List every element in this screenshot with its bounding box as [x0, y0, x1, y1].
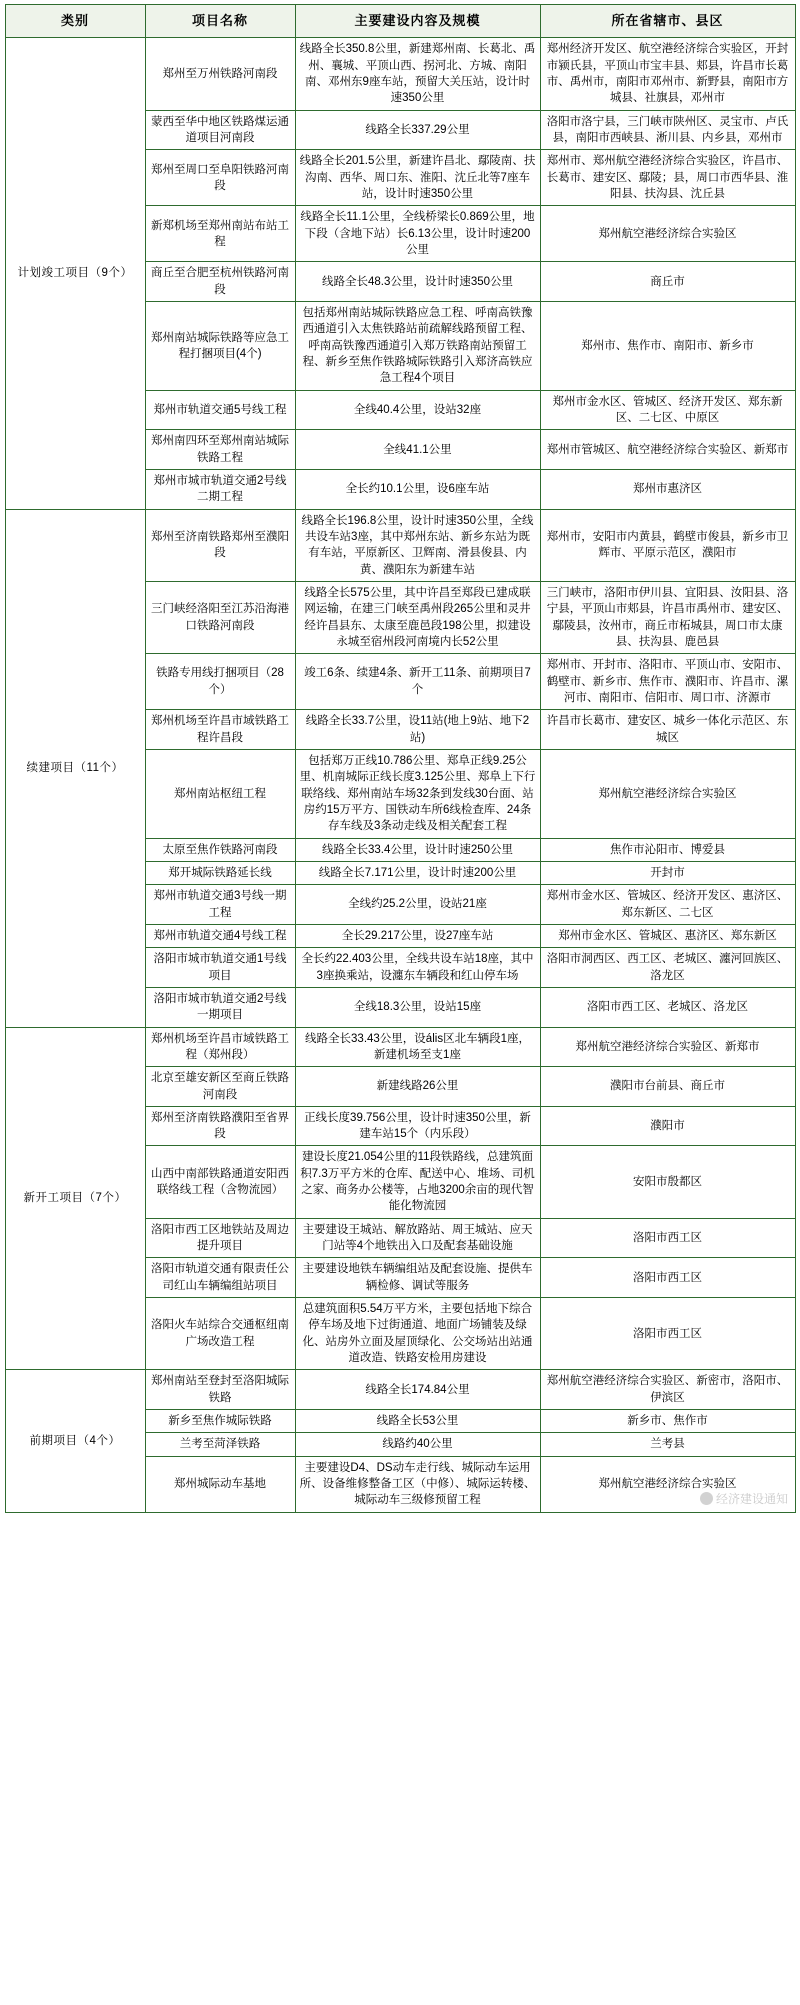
- project-region-cell: 洛阳市西工区: [540, 1298, 795, 1370]
- project-content-cell: 正线长度39.756公里，设计时速350公里，新建车站15个（内乐段）: [295, 1106, 540, 1146]
- project-content-cell: 线路全长33.43公里，设ális区北车辆段1座，新建机场至支1座: [295, 1027, 540, 1067]
- project-content-cell: 线路全长201.5公里，新建许昌北、鄢陵南、扶沟南、西华、周口东、淮阳、沈丘北等7座车站，设计时速350公里: [295, 150, 540, 206]
- project-name-cell: 洛阳市城市轨道交通1号线项目: [145, 948, 295, 988]
- table-row: [5, 38, 795, 110]
- rail-project-plan-table: [5, 4, 796, 1513]
- project-region-cell: 洛阳市洞西区、西工区、老城区、瀍河回族区、洛龙区: [540, 948, 795, 988]
- project-region-cell: 郑州市、开封市、洛阳市、平顶山市、安阳市、鹤壁市、新乡市、焦作市、濮阳市、许昌市、漯河市、南阳市、信阳市、周口市、济源市: [540, 654, 795, 710]
- project-content-cell: 主要建设地铁车辆编组站及配套设施、提供车辆检修、调试等服务: [295, 1258, 540, 1298]
- project-region-cell: 洛阳市西工区: [540, 1218, 795, 1258]
- project-region-cell: 郑州航空港经济综合实验区、新郑市: [540, 1027, 795, 1067]
- project-name-cell: 郑州至周口至阜阳铁路河南段: [145, 150, 295, 206]
- table-row: [5, 509, 795, 581]
- project-name-cell: 铁路专用线打捆项目（28个）: [145, 654, 295, 710]
- project-region-cell: 郑州市、焦作市、南阳市、新乡市: [540, 302, 795, 391]
- category-cell: 续建项目（11个）: [5, 509, 145, 1027]
- project-name-cell: 郑开城际铁路延长线: [145, 861, 295, 884]
- project-name-cell: 郑州市轨道交通4号线工程: [145, 924, 295, 947]
- project-content-cell: 全线40.4公里，设站32座: [295, 390, 540, 430]
- project-region-cell: 郑州航空港经济综合实验区: [540, 206, 795, 262]
- project-region-cell: 郑州市、郑州航空港经济综合实验区，许昌市、长葛市、建安区、鄢陵；县，周口市西华县、淮阳县、扶沟县、沈丘县: [540, 150, 795, 206]
- project-content-cell: 线路全长350.8公里，新建郑州南、长葛北、禹州、襄城、平顶山西、拐河北、方城、南阳南、邓州东9座车站，预留大关压站，设计时速350公里: [295, 38, 540, 110]
- table-header-row: [5, 5, 795, 38]
- project-region-cell: 郑州市管城区、航空港经济综合实验区、新郑市: [540, 430, 795, 470]
- project-name-cell: 郑州南站城际铁路等应急工程打捆项目(4个): [145, 302, 295, 391]
- column-header-category: 类别: [5, 5, 145, 38]
- project-name-cell: 郑州市轨道交通3号线一期工程: [145, 885, 295, 925]
- project-name-cell: 商丘至合肥至杭州铁路河南段: [145, 262, 295, 302]
- project-content-cell: 全线约25.2公里，设站21座: [295, 885, 540, 925]
- project-name-cell: 郑州南站至登封至洛阳城际铁路: [145, 1370, 295, 1410]
- project-content-cell: 线路约40公里: [295, 1433, 540, 1456]
- project-name-cell: 郑州南站枢纽工程: [145, 749, 295, 838]
- project-content-cell: 线路全长575公里，其中许昌至郑段已建成联网运输，在建三门峡至禹州段265公里和灵井经许昌县东、太康至鹿邑段198公里，拟建设永城至宿州段河南境内长52公里: [295, 581, 540, 653]
- column-header-content: 主要建设内容及规模: [295, 5, 540, 38]
- project-name-cell: 郑州至万州铁路河南段: [145, 38, 295, 110]
- project-region-cell: 郑州市金水区、管城区、惠济区、郑东新区: [540, 924, 795, 947]
- project-name-cell: 洛阳市城市轨道交通2号线一期项目: [145, 987, 295, 1027]
- project-region-cell: 安阳市殷都区: [540, 1146, 795, 1218]
- project-region-cell: 兰考县: [540, 1433, 795, 1456]
- project-region-cell: 洛阳市洛宁县，三门峡市陕州区、灵宝市、卢氏县，南阳市西峡县、淅川县、内乡县，邓州市: [540, 110, 795, 150]
- project-name-cell: 三门峡经洛阳至江苏沿海港口铁路河南段: [145, 581, 295, 653]
- project-region-cell: 郑州经济开发区、航空港经济综合实验区，开封市颍氏县，平顶山市宝丰县、郏县，许昌市长葛市、禹州市，南阳市邓州市、新野县，南阳市方城县、社旗县，邓州市: [540, 38, 795, 110]
- table-header: [5, 5, 795, 38]
- project-name-cell: 山西中南部铁路通道安阳西联络线工程（含物流园）: [145, 1146, 295, 1218]
- project-content-cell: 全长约22.403公里，全线共设车站18座，其中3座换乘站，设瀍东车辆段和红山停车场: [295, 948, 540, 988]
- column-header-region: 所在省辖市、县区: [540, 5, 795, 38]
- project-region-cell: 许昌市长葛市、建安区、城乡一体化示范区、东城区: [540, 710, 795, 750]
- project-content-cell: 线路全长7.171公里，设计时速200公里: [295, 861, 540, 884]
- table-row: [5, 1370, 795, 1410]
- project-name-cell: 北京至雄安新区至商丘铁路河南段: [145, 1067, 295, 1107]
- project-content-cell: 线路全长53公里: [295, 1410, 540, 1433]
- project-name-cell: 洛阳市西工区地铁站及周边提升项目: [145, 1218, 295, 1258]
- category-cell: 计划竣工项目（9个）: [5, 38, 145, 509]
- project-name-cell: 新郑机场至郑州南站布站工程: [145, 206, 295, 262]
- project-region-cell: 商丘市: [540, 262, 795, 302]
- project-name-cell: 蒙西至华中地区铁路煤运通道项目河南段: [145, 110, 295, 150]
- project-region-cell: 濮阳市: [540, 1106, 795, 1146]
- project-content-cell: 线路全长174.84公里: [295, 1370, 540, 1410]
- project-name-cell: 郑州市城市轨道交通2号线二期工程: [145, 470, 295, 510]
- project-content-cell: 建设长度21.054公里的11段铁路线，总建筑面积7.3万平方米的仓库、配送中心、堆场、司机之家、商务办公楼等，占地3200余亩的现代智能化物流园: [295, 1146, 540, 1218]
- watermark-label: 经济建设通知: [715, 1491, 788, 1506]
- table-body: [5, 38, 795, 1512]
- project-region-cell: 郑州航空港经济综合实验区: [540, 749, 795, 838]
- project-content-cell: 竣工6条、续建4条、新开工11条、前期项目7个: [295, 654, 540, 710]
- project-content-cell: 新建线路26公里: [295, 1067, 540, 1107]
- project-content-cell: 线路全长33.7公里，设11站(地上9站、地下2站): [295, 710, 540, 750]
- project-name-cell: 兰考至菏泽铁路: [145, 1433, 295, 1456]
- project-name-cell: 郑州至济南铁路濮阳至省界段: [145, 1106, 295, 1146]
- project-region-cell: 洛阳市西工区: [540, 1258, 795, 1298]
- project-content-cell: 线路全长337.29公里: [295, 110, 540, 150]
- project-region-cell: 开封市: [540, 861, 795, 884]
- project-name-cell: 新乡至焦作城际铁路: [145, 1410, 295, 1433]
- column-header-project-name: 项目名称: [145, 5, 295, 38]
- project-name-cell: 郑州至济南铁路郑州至濮阳段: [145, 509, 295, 581]
- project-name-cell: 太原至焦作铁路河南段: [145, 838, 295, 861]
- project-region-cell: 三门峡市，洛阳市伊川县、宜阳县、汝阳县、洛宁县，平顶山市郏县，许昌市禹州市、建安区、鄢陵县，汝州市，商丘市柘城县，周口市太康县、扶沟县、鹿邑县: [540, 581, 795, 653]
- project-region-cell: 郑州航空港经济综合实验区、新密市，洛阳市、伊滨区: [540, 1370, 795, 1410]
- project-name-cell: 郑州机场至许昌市域铁路工程许昌段: [145, 710, 295, 750]
- project-content-cell: 包括郑万正线10.786公里、郑阜正线9.25公里、机南城际正线长度3.125公里、郑阜上下行联络线、郑州南站车场32条到发线30台面、站房约15万平方、国铁动车所6线检查库、24条存车线及3条动走线及相关配套工程: [295, 749, 540, 838]
- project-content-cell: 总建筑面积5.54万平方米，主要包括地下综合停车场及地下过街通道、地面广场铺装及绿化、站房外立面及屋顶绿化、公交场站出站通道改造、铁路安检用房建设: [295, 1298, 540, 1370]
- project-content-cell: 线路全长11.1公里，全线桥梁长0.869公里，地下段（含地下站）长6.13公里，设计时速200公里: [295, 206, 540, 262]
- project-content-cell: 全长29.217公里，设27座车站: [295, 924, 540, 947]
- project-content-cell: 全线18.3公里，设站15座: [295, 987, 540, 1027]
- project-region-cell: 郑州市金水区、管城区、经济开发区、郑东新区、二七区、中原区: [540, 390, 795, 430]
- project-content-cell: 主要建设王城站、解放路站、周王城站、应天门站等4个地铁出入口及配套基础设施: [295, 1218, 540, 1258]
- project-name-cell: 郑州机场至许昌市域铁路工程（郑州段）: [145, 1027, 295, 1067]
- project-content-cell: 包括郑州南站城际铁路应急工程、呼南高铁豫西通道引入太焦铁路站前疏解线路预留工程、呼南高铁豫西通道引入郑万铁路南站预留工程、新乡至焦作铁路城际铁路引入郑济高铁应急工程4个项目: [295, 302, 540, 391]
- project-region-cell: 郑州市，安阳市内黄县，鹤壁市俊县，新乡市卫辉市、平原示范区，濮阳市: [540, 509, 795, 581]
- project-name-cell: 郑州市轨道交通5号线工程: [145, 390, 295, 430]
- project-region-cell: 洛阳市西工区、老城区、洛龙区: [540, 987, 795, 1027]
- project-region-cell: 新乡市、焦作市: [540, 1410, 795, 1433]
- project-content-cell: 全线41.1公里: [295, 430, 540, 470]
- project-content-cell: 线路全长196.8公里，设计时速350公里，全线共设车站3座，其中郑州东站、新乡东站为既有车站，平原新区、卫辉南、滑县俊县、内黄、濮阳东为新建车站: [295, 509, 540, 581]
- project-name-cell: 郑州城际动车基地: [145, 1456, 295, 1512]
- category-cell: 前期项目（4个）: [5, 1370, 145, 1512]
- project-name-cell: 洛阳火车站综合交通枢纽南广场改造工程: [145, 1298, 295, 1370]
- table-row: [5, 1027, 795, 1067]
- project-region-cell: 郑州市惠济区: [540, 470, 795, 510]
- category-cell: 新开工项目（7个）: [5, 1027, 145, 1370]
- project-region-cell: 郑州航空港经济综合实验区: [540, 1456, 795, 1512]
- project-content-cell: 全长约10.1公里，设6座车站: [295, 470, 540, 510]
- project-content-cell: 主要建设D4、DS动车走行线、城际动车运用所、设备维修整备工区（中修）、城际运转楼、城际动车三级修预留工程: [295, 1456, 540, 1512]
- project-content-cell: 线路全长33.4公里，设计时速250公里: [295, 838, 540, 861]
- project-name-cell: 洛阳市轨道交通有限责任公司红山车辆编组站项目: [145, 1258, 295, 1298]
- project-region-cell: 焦作市沁阳市、博爱县: [540, 838, 795, 861]
- project-region-cell: 濮阳市台前县、商丘市: [540, 1067, 795, 1107]
- project-name-cell: 郑州南四环至郑州南站城际铁路工程: [145, 430, 295, 470]
- project-region-cell: 郑州市金水区、管城区、经济开发区、惠济区、郑东新区、二七区: [540, 885, 795, 925]
- project-content-cell: 线路全长48.3公里，设计时速350公里: [295, 262, 540, 302]
